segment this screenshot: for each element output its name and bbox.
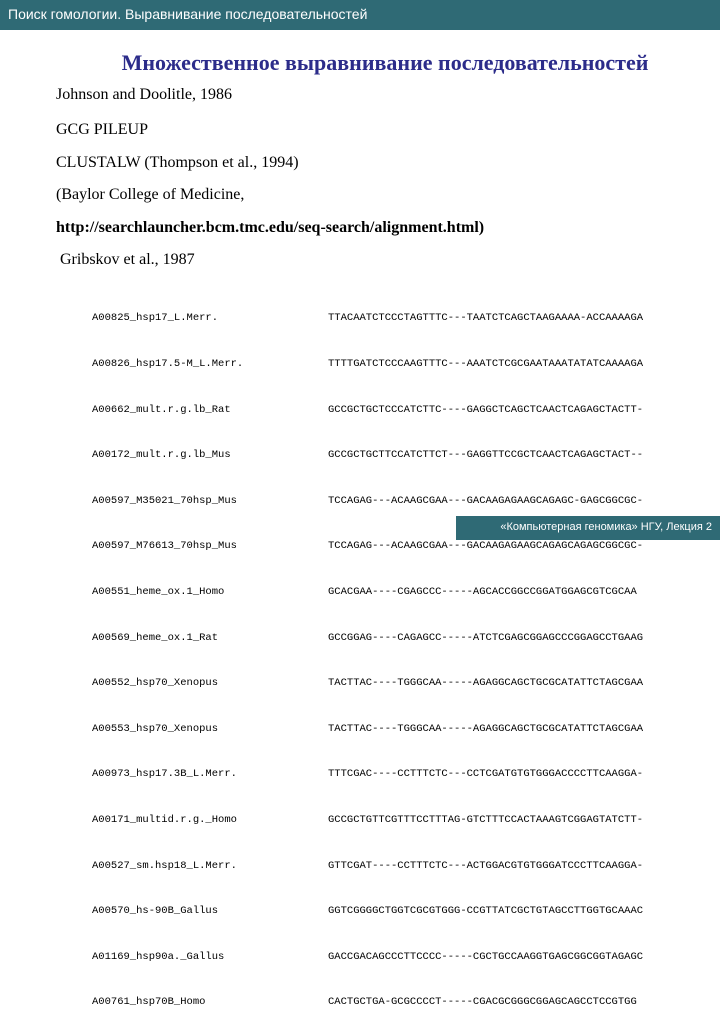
sequence-name: A00826_hsp17.5-M_L.Merr.	[92, 358, 244, 370]
alignment-row	[92, 767, 644, 782]
alignment-row	[92, 676, 644, 691]
header-title: Поиск гомологии. Выравнивание последовательностей	[8, 6, 368, 22]
alignment-row	[92, 950, 644, 965]
footer-band	[456, 516, 720, 540]
header-band	[0, 0, 720, 30]
sequence-name: A00597_M35021_70hsp_Mus	[92, 494, 237, 507]
sequence-data: TACTTAC----TGGGCAA-----AGAGGCAGCTGCGCATATTCTAGCGAA	[328, 677, 644, 690]
sequence-data: GCACGAA----CGAGCCC-----AGCACCGGCCGGATGGAGCGTCGCAA	[328, 585, 637, 598]
sequence-name: A00552_hsp70_Xenopus	[92, 677, 219, 690]
alignment-url[interactable]: http://searchlauncher.bcm.tmc.edu/seq-search/alignment.html)	[56, 219, 485, 236]
alignment-row	[92, 494, 644, 509]
alignment-row	[92, 357, 644, 372]
sequence-data: CACTGCTGA-GCGCCCCT-----CGACGCGGGCGGAGCAGCCTCCGTGG	[328, 996, 637, 1009]
alignment-row	[92, 631, 644, 646]
sequence-name: A00171_multid.r.g._Homo	[92, 813, 237, 826]
sequence-name: A00761_hsp70B_Homo	[92, 996, 206, 1009]
sequence-data: GCCGCTGCTCCCATCTTC----GAGGCTCAGCTCAACTCAGAGCTACTT-	[328, 403, 644, 416]
tool-gcg-pileup: GCG PILEUP	[56, 121, 149, 138]
sequence-name: A00597_M76613_70hsp_Mus	[92, 540, 237, 553]
alignment-row	[92, 995, 637, 1010]
sequence-data: GTTCGAT----CCTTTCTC---ACTGGACGTGTGGGATCCCTTCAAGGA-	[328, 859, 644, 872]
sequence-name: A00570_hs-90B_Gallus	[92, 905, 219, 918]
reference-johnson-doolittle: Johnson and Doolitle, 1986	[56, 86, 232, 103]
sequence-data: TTTTGATCTCCCAAGTTTC---AAATCTCGCGAATAAATATATCAAAAGA	[328, 358, 644, 370]
sequence-data: GCCGCTGCTTCCATCTTCT---GAGGTTCCGCTCAACTCAGAGCTACT--	[328, 449, 644, 462]
sequence-name: A00973_hsp17.3B_L.Merr.	[92, 768, 237, 781]
sequence-data: TTTCGAC----CCTTTCTC---CCTCGATGTGTGGGACCCCTTCAAGGA-	[328, 768, 644, 781]
sequence-data: GCCGGAG----CAGAGCC-----ATCTCGAGCGGAGCCCGGAGCCTGAAG	[328, 631, 644, 644]
sequence-data: TTACAATCTCCCTAGTTTC---TAATCTCAGCTAAGAAAA-ACCAAAAGA	[328, 312, 644, 325]
alignment-row	[92, 813, 644, 828]
reference-gribskov: Gribskov et al., 1987	[60, 251, 195, 268]
sequence-name: A00569_heme_ox.1_Rat	[92, 631, 219, 644]
sequence-name: A00662_mult.r.g.lb_Rat	[92, 403, 231, 416]
sequence-data: TCCAGAG---ACAAGCGAA---GACAAGAGAAGCAGAGC-GAGCGGCGC-	[328, 494, 644, 507]
sequence-data: TCCAGAG---ACAAGCGAA---GACAAGAGAAGCAGAGCAGAGCGGCGC-	[328, 540, 644, 553]
alignment-row	[92, 403, 644, 418]
institution-baylor: (Baylor College of Medicine,	[56, 186, 245, 203]
alignment-row	[92, 585, 637, 600]
sequence-name: A00172_mult.r.g.lb_Mus	[92, 449, 231, 462]
slide-title: Множественное выравнивание последовательностей	[121, 50, 649, 75]
sequence-name: A00553_hsp70_Xenopus	[92, 722, 219, 735]
sequence-name: A00527_sm.hsp18_L.Merr.	[92, 859, 237, 872]
alignment-row	[92, 859, 644, 874]
tool-clustalw: CLUSTALW (Thompson et al., 1994)	[56, 154, 299, 171]
alignment-row	[92, 904, 644, 919]
sequence-name: A00825_hsp17_L.Merr.	[92, 312, 219, 325]
sequence-name: A00551_heme_ox.1_Homo	[92, 585, 225, 598]
sequence-data: GCCGCTGTTCGTTTCCTTTAG-GTCTTTCCACTAAAGTCGGAGTATCTT-	[328, 813, 644, 826]
alignment-row	[92, 539, 644, 554]
alignment-row	[92, 311, 644, 326]
alignment-row	[92, 722, 644, 737]
sequence-data: TACTTAC----TGGGCAA-----AGAGGCAGCTGCGCATATTCTAGCGAA	[328, 722, 644, 735]
sequence-data: GGTCGGGGCTGGTCGCGTGGG-CCGTTATCGCTGTAGCCTTGGTGCAAAC	[328, 905, 644, 918]
alignment-row	[92, 448, 644, 463]
footer-caption: «Компьютерная геномика» НГУ, Лекция 2	[500, 521, 712, 533]
sequence-data: GACCGACAGCCCTTCCCC-----CGCTGCCAAGGTGAGCGGCGGTAGAGC	[328, 950, 644, 963]
sequence-name: A01169_hsp90a._Gallus	[92, 950, 225, 963]
